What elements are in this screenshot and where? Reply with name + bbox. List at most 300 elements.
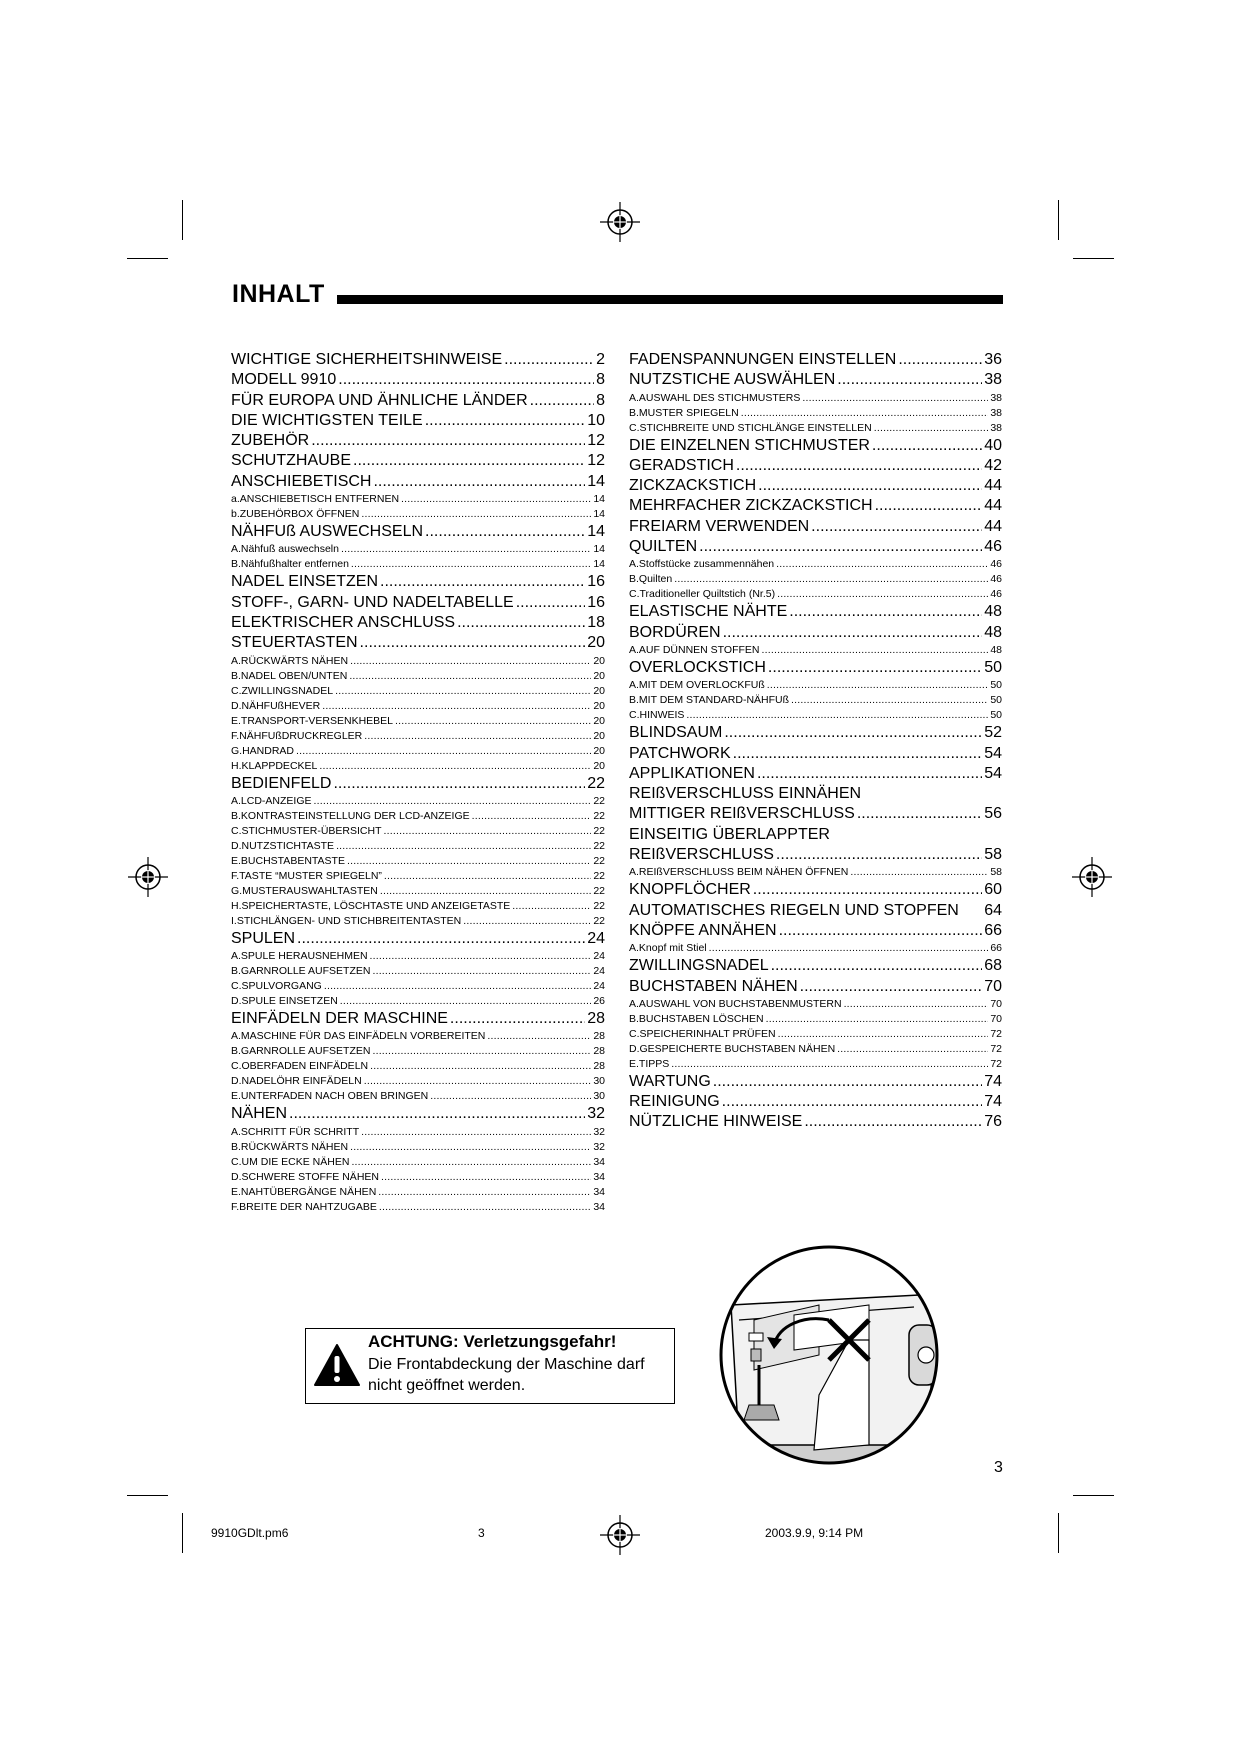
- toc-entry-page: 20: [593, 684, 605, 697]
- toc-entry-page: 24: [587, 929, 605, 947]
- toc-sub-entry: [629, 406, 1002, 421]
- toc-entry-label: KLAPPDECKEL: [241, 759, 318, 772]
- toc-entry: [629, 784, 1002, 804]
- toc-sub-entry: [231, 949, 605, 964]
- toc-entry: [629, 880, 1002, 900]
- toc-entry-prefix: C.: [629, 1027, 640, 1040]
- toc-entry-page: 22: [593, 854, 605, 867]
- toc-entry-label: SPEICHERTASTE, LÖSCHTASTE UND ANZEIGETASTE: [241, 899, 511, 912]
- toc-entry-page: 2: [596, 351, 605, 368]
- toc-leader-dots: [380, 572, 585, 592]
- toc-leader-dots: [512, 899, 591, 914]
- toc-entry-label: GARNROLLE AUFSETZEN: [240, 965, 371, 978]
- toc-leader-dots: [333, 774, 585, 794]
- toc-entry: [629, 804, 1002, 824]
- toc-sub-entry: [629, 572, 1002, 587]
- toc-entry-page: 30: [593, 1075, 605, 1088]
- toc-leader-dots: [360, 633, 586, 653]
- toc-leader-dots: [322, 699, 591, 714]
- toc-leader-dots: [296, 744, 591, 759]
- toc-entry-label: SPULEN: [231, 929, 296, 947]
- toc-entry-prefix: B.: [231, 1140, 241, 1153]
- toc-entry: [629, 1112, 1002, 1132]
- toc-entry-label: Traditioneller Quiltstich (Nr.5): [639, 588, 776, 601]
- toc-sub-entry: [629, 557, 1002, 572]
- toc-entry-prefix: b.: [231, 508, 240, 521]
- toc-entry-label: OBERFADEN EINFÄDELN: [241, 1060, 369, 1073]
- toc-entry-page: 54: [984, 764, 1002, 782]
- toc-entry: [231, 522, 605, 542]
- toc-leader-dots: [741, 406, 989, 421]
- toc-entry-label: BLINDSAUM: [629, 724, 723, 742]
- footer-page: 3: [478, 1526, 485, 1540]
- crop-mark: [1058, 200, 1059, 240]
- toc-leader-dots: [395, 714, 591, 729]
- toc-sub-entry: [231, 1200, 605, 1215]
- toc-entry-page: 70: [990, 997, 1002, 1010]
- toc-entry-label: SPEICHERINHALT PRÜFEN: [639, 1027, 776, 1040]
- toc-entry-page: 50: [990, 709, 1002, 722]
- toc-entry-label: BEDIENFELD: [231, 774, 332, 792]
- registration-mark-icon: [1072, 857, 1112, 897]
- toc-entry-label: SCHRITT FÜR SCHRITT: [240, 1125, 360, 1138]
- toc-leader-dots: [353, 451, 585, 471]
- crop-mark: [182, 1513, 183, 1553]
- toc-entry-label: AUF DÜNNEN STOFFEN: [638, 643, 760, 656]
- toc-entry-page: 22: [593, 899, 605, 912]
- toc-entry-label: BREITE DER NAHTZUGABE: [239, 1200, 377, 1213]
- toc-entry-prefix: A.: [231, 794, 241, 807]
- toc-entry-prefix: A.: [629, 942, 639, 955]
- toc-entry-label: DIE WICHTIGSTEN TEILE: [231, 411, 423, 429]
- toc-sub-entry: [231, 994, 605, 1009]
- toc-entry-label: AUTOMATISCHES RIEGELN UND STOPFEN: [629, 901, 959, 919]
- toc-sub-entry: [231, 1140, 605, 1155]
- toc-entry-page: 50: [990, 679, 1002, 692]
- toc-leader-dots: [297, 929, 585, 949]
- toc-entry-prefix: D.: [231, 839, 242, 852]
- toc-leader-dots: [335, 684, 591, 699]
- toc-entry-page: 38: [990, 421, 1002, 434]
- warning-title: ACHTUNG: Verletzungsgefahr!: [368, 1332, 617, 1351]
- toc-entry: [629, 496, 1002, 516]
- toc-entry-prefix: a.: [231, 493, 240, 506]
- toc-entry-prefix: D.: [231, 1075, 242, 1088]
- toc-entry-prefix: B.: [629, 1012, 639, 1025]
- toc-leader-dots: [379, 1200, 591, 1215]
- toc-entry-page: 34: [593, 1200, 605, 1213]
- toc-entry: [231, 431, 605, 451]
- toc-leader-dots: [380, 884, 591, 899]
- toc-sub-entry: [231, 654, 605, 669]
- crop-mark: [127, 258, 168, 259]
- toc-sub-entry: [231, 884, 605, 899]
- toc-entry-page: 70: [990, 1012, 1002, 1025]
- toc-leader-dots: [516, 593, 585, 613]
- toc-leader-dots: [364, 729, 591, 744]
- toc-sub-entry: [629, 391, 1002, 406]
- toc-entry-label: ZWILLINGSNADEL: [629, 957, 769, 975]
- toc-sub-entry: [231, 914, 605, 929]
- toc-entry-page: 22: [593, 914, 605, 927]
- toc-leader-dots: [372, 964, 591, 979]
- toc-entry-label: MUSTERAUSWAHLTASTEN: [242, 884, 378, 897]
- toc-entry-prefix: F.: [231, 869, 240, 882]
- toc-entry-page: 20: [587, 634, 605, 652]
- toc-entry-prefix: F.: [231, 729, 240, 742]
- toc-sub-entry: [629, 643, 1002, 658]
- toc-entry-prefix: D.: [231, 699, 242, 712]
- toc-entry-label: BORDÜREN: [629, 623, 721, 641]
- toc-entry-label: MODELL 9910: [231, 371, 337, 389]
- toc-entry-page: 12: [587, 452, 605, 470]
- toc-entry-page: 34: [593, 1155, 605, 1168]
- toc-entry-label: FÜR EUROPA UND ÄHNLICHE LÄNDER: [231, 391, 528, 409]
- toc-leader-dots: [463, 914, 591, 929]
- toc-entry-label: Nähfußhalter entfernen: [240, 558, 349, 571]
- toc-entry-label: STICHLÄNGEN- UND STICHBREITENTASTEN: [236, 914, 462, 927]
- toc-entry-page: 14: [593, 558, 605, 571]
- toc-leader-dots: [872, 436, 982, 456]
- toc-entry-label: MEHRFACHER ZICKZACKSTICH: [629, 497, 873, 515]
- toc-entry-page: 68: [984, 957, 1002, 975]
- toc-entry-label: REINIGUNG: [629, 1093, 720, 1111]
- toc-leader-dots: [709, 941, 989, 956]
- toc-entry-label: GERADSTICH: [629, 456, 734, 474]
- toc-entry-prefix: A.: [629, 866, 639, 879]
- toc-entry-label: REIßVERSCHLUSS BEIM NÄHEN ÖFFNEN: [638, 866, 849, 879]
- toc-entry-page: 38: [984, 371, 1002, 389]
- toc-sub-entry: [231, 729, 605, 744]
- toc-entry-prefix: A.: [231, 543, 241, 556]
- toc-left-column: [231, 350, 605, 1215]
- toc-entry: [629, 658, 1002, 678]
- toc-entry-label: NUTZSTICHE AUSWÄHLEN: [629, 371, 836, 389]
- toc-entry-page: 20: [593, 654, 605, 667]
- toc-entry-prefix: A.: [629, 643, 639, 656]
- toc-entry-label: NADEL OBEN/UNTEN: [240, 669, 348, 682]
- toc-right-column: [629, 350, 1002, 1133]
- toc-entry-page: 16: [587, 593, 605, 611]
- toc-entry-label: UNTERFADEN NACH OBEN BRINGEN: [240, 1090, 429, 1103]
- toc-entry-label: LCD-ANZEIGE: [240, 794, 312, 807]
- toc-leader-dots: [384, 824, 592, 839]
- toc-sub-entry: [231, 964, 605, 979]
- toc-entry: [231, 370, 605, 390]
- toc-leader-dots: [347, 854, 591, 869]
- toc-entry-prefix: G.: [231, 744, 243, 757]
- toc-entry-label: Quilten: [638, 573, 673, 586]
- toc-sub-entry: [231, 699, 605, 714]
- toc-entry-prefix: E.: [231, 714, 241, 727]
- toc-entry-prefix: C.: [629, 709, 640, 722]
- toc-entry-label: KONTRASTEINSTELLUNG DER LCD-ANZEIGE: [240, 809, 470, 822]
- toc-entry-label: GARNROLLE AUFSETZEN: [240, 1045, 371, 1058]
- toc-sub-entry: [231, 492, 605, 507]
- toc-entry-page: 50: [990, 694, 1002, 707]
- toc-entry-page: 20: [593, 714, 605, 727]
- toc-entry-label: HANDRAD: [242, 744, 295, 757]
- toc-leader-dots: [487, 1029, 591, 1044]
- registration-mark-icon: [600, 1515, 640, 1555]
- toc-entry-page: 44: [984, 517, 1002, 535]
- toc-leader-dots: [349, 669, 591, 684]
- toc-entry-page: 32: [593, 1140, 605, 1153]
- toc-entry: [629, 901, 1002, 921]
- toc-sub-entry: [231, 1089, 605, 1104]
- toc-entry-page: 58: [984, 846, 1002, 864]
- toc-sub-entry: [231, 714, 605, 729]
- toc-entry-label: BUCHSTABEN NÄHEN: [629, 977, 798, 995]
- toc-entry: [231, 1009, 605, 1029]
- toc-leader-dots: [875, 496, 983, 516]
- toc-leader-dots: [791, 693, 988, 708]
- toc-entry-prefix: A.: [231, 950, 241, 963]
- toc-entry-label: KNÖPFE ANNÄHEN: [629, 921, 777, 939]
- toc-entry-page: 24: [593, 965, 605, 978]
- toc-entry-label: MUSTER SPIEGELN: [638, 406, 739, 419]
- toc-entry: [231, 451, 605, 471]
- toc-leader-dots: [837, 370, 982, 390]
- toc-entry-prefix: A.: [629, 558, 639, 571]
- toc-entry-page: 8: [596, 371, 605, 389]
- toc-leader-dots: [850, 865, 988, 880]
- toc-entry-page: 22: [593, 869, 605, 882]
- toc-entry-prefix: G.: [231, 884, 243, 897]
- toc-entry-page: 14: [593, 508, 605, 521]
- toc-entry: [629, 825, 1002, 845]
- toc-sub-entry: [629, 1057, 1002, 1072]
- toc-entry-label: KNOPFLÖCHER: [629, 881, 751, 899]
- toc-sub-entry: [231, 824, 605, 839]
- toc-leader-dots: [370, 949, 592, 964]
- toc-entry-page: 72: [990, 1042, 1002, 1055]
- toc-entry-page: 44: [984, 477, 1002, 495]
- toc-entry-label: ELEKTRISCHER ANSCHLUSS: [231, 613, 456, 631]
- toc-entry-page: 46: [990, 573, 1002, 586]
- toc-entry-page: 20: [593, 744, 605, 757]
- toc-entry-label: ANSCHIEBETISCH ENTFERNEN: [239, 493, 400, 506]
- toc-sub-entry: [629, 1042, 1002, 1057]
- toc-leader-dots: [319, 759, 591, 774]
- toc-leader-dots: [722, 1092, 983, 1112]
- toc-sub-entry: [231, 1029, 605, 1044]
- toc-entry-prefix: A.: [629, 391, 639, 404]
- toc-sub-entry: [231, 899, 605, 914]
- toc-leader-dots: [370, 1059, 591, 1074]
- toc-leader-dots: [733, 744, 983, 764]
- toc-entry-page: 22: [593, 884, 605, 897]
- toc-entry-label: Stoffstücke zusammennähen: [638, 558, 775, 571]
- toc-entry: [231, 391, 605, 411]
- toc-leader-dots: [686, 708, 988, 723]
- toc-entry-prefix: D.: [231, 995, 242, 1008]
- toc-entry-page: 40: [984, 436, 1002, 454]
- warning-box: [305, 1328, 675, 1404]
- toc-entry: [629, 956, 1002, 976]
- toc-entry-page: 34: [593, 1185, 605, 1198]
- toc-entry-prefix: B.: [629, 406, 639, 419]
- toc-leader-dots: [811, 517, 982, 537]
- toc-sub-entry: [231, 1185, 605, 1200]
- toc-leader-dots: [289, 1104, 585, 1124]
- toc-leader-dots: [504, 350, 594, 370]
- toc-entry-prefix: C.: [629, 421, 640, 434]
- toc-entry-page: 72: [990, 1057, 1002, 1070]
- toc-entry-page: 22: [593, 794, 605, 807]
- toc-entry: [629, 921, 1002, 941]
- toc-leader-dots: [450, 1009, 585, 1029]
- toc-leader-dots: [777, 587, 988, 602]
- toc-entry-label: MASCHINE FÜR DAS EINFÄDELN VORBEREITEN: [240, 1030, 486, 1043]
- toc-leader-dots: [425, 522, 585, 542]
- toc-leader-dots: [757, 764, 982, 784]
- toc-entry-label: BUCHSTABEN LÖSCHEN: [638, 1012, 764, 1025]
- toc-leader-dots: [768, 658, 982, 678]
- toc-leader-dots: [671, 1057, 988, 1072]
- toc-entry-prefix: D.: [231, 1170, 242, 1183]
- toc-entry-page: 50: [984, 658, 1002, 676]
- footer-file: 9910GDlt.pm6: [211, 1526, 289, 1540]
- toc-entry-prefix: C.: [629, 588, 640, 601]
- toc-leader-dots: [844, 997, 989, 1012]
- toc-sub-entry: [231, 557, 605, 572]
- toc-sub-entry: [629, 421, 1002, 436]
- toc-entry-label: QUILTEN: [629, 538, 698, 556]
- toc-entry-label: MIT DEM OVERLOCKFUß: [638, 679, 765, 692]
- toc-sub-entry: [629, 1012, 1002, 1027]
- toc-sub-entry: [231, 839, 605, 854]
- toc-entry-page: 22: [593, 809, 605, 822]
- toc-entry-page: 46: [984, 538, 1002, 556]
- toc-entry-label: TRANSPORT-VERSENKHEBEL: [240, 714, 394, 727]
- toc-entry-label: DIE EINZELNEN STICHMUSTER: [629, 436, 870, 454]
- toc-entry-prefix: E.: [231, 1185, 241, 1198]
- crop-mark: [182, 200, 183, 240]
- toc-entry-label: STICHBREITE UND STICHLÄNGE EINSTELLEN: [639, 421, 872, 434]
- toc-entry: [629, 350, 1002, 370]
- toc-entry-page: 22: [593, 839, 605, 852]
- toc-entry: [231, 593, 605, 613]
- toc-sub-entry: [231, 854, 605, 869]
- toc-entry-label: HINWEIS: [639, 709, 685, 722]
- toc-entry-page: 58: [990, 866, 1002, 879]
- toc-leader-dots: [378, 1185, 591, 1200]
- toc-entry: [629, 723, 1002, 743]
- toc-entry-page: 24: [593, 950, 605, 963]
- toc-entry: [629, 456, 1002, 476]
- toc-entry-label: SPULVORGANG: [241, 980, 322, 993]
- toc-entry-label: UM DIE ECKE NÄHEN: [241, 1155, 350, 1168]
- toc-entry-page: 76: [984, 1113, 1002, 1131]
- toc-entry-label: STOFF-, GARN- UND NADELTABELLE: [231, 593, 514, 611]
- toc-leader-dots: [311, 431, 585, 451]
- toc-sub-entry: [231, 1125, 605, 1140]
- toc-leader-dots: [351, 1155, 591, 1170]
- toc-entry-label: APPLIKATIONEN: [629, 764, 755, 782]
- toc-entry: [629, 764, 1002, 784]
- toc-entry-label: SCHWERE STOFFE NÄHEN: [241, 1170, 379, 1183]
- toc-entry-page: 24: [593, 980, 605, 993]
- toc-entry-label: STICHMUSTER-ÜBERSICHT: [241, 824, 382, 837]
- toc-leader-dots: [724, 723, 982, 743]
- toc-entry-label: OVERLOCKSTICH: [629, 658, 766, 676]
- toc-entry: [629, 845, 1002, 865]
- toc-leader-dots: [778, 1027, 989, 1042]
- toc-sub-entry: [231, 794, 605, 809]
- toc-leader-dots: [361, 1125, 591, 1140]
- toc-entry-label: NAHTÜBERGÄNGE NÄHEN: [240, 1185, 377, 1198]
- toc-entry-prefix: B.: [231, 558, 241, 571]
- toc-entry-prefix: H.: [231, 759, 242, 772]
- page-number: 3: [994, 1459, 1003, 1476]
- toc-leader-dots: [898, 350, 982, 370]
- toc-entry-page: 66: [984, 921, 1002, 939]
- toc-leader-dots: [324, 979, 591, 994]
- toc-sub-entry: [629, 678, 1002, 693]
- toc-entry-label: MIT DEM STANDARD-NÄHFUß: [638, 694, 790, 707]
- toc-entry-label: RÜCKWÄRTS NÄHEN: [240, 1140, 349, 1153]
- toc-entry-page: 28: [593, 1060, 605, 1073]
- toc-entry-prefix: B.: [231, 965, 241, 978]
- toc-entry: [231, 774, 605, 794]
- toc-leader-dots: [314, 794, 592, 809]
- toc-entry-prefix: E.: [231, 854, 241, 867]
- toc-entry-prefix: B.: [231, 1045, 241, 1058]
- toc-entry-page: 74: [984, 1093, 1002, 1111]
- toc-entry-page: 14: [593, 543, 605, 556]
- toc-entry-prefix: I.: [231, 914, 237, 927]
- toc-entry-label: NADEL EINSETZEN: [231, 573, 378, 591]
- toc-entry-page: 14: [587, 472, 605, 490]
- toc-entry-page: 38: [990, 391, 1002, 404]
- toc-leader-dots: [713, 1072, 982, 1092]
- toc-entry-page: 74: [984, 1072, 1002, 1090]
- toc-leader-dots: [736, 456, 982, 476]
- toc-entry-prefix: C.: [231, 824, 242, 837]
- toc-entry-page: 48: [984, 623, 1002, 641]
- toc-leader-dots: [800, 977, 983, 997]
- toc-leader-dots: [699, 537, 982, 557]
- toc-entry-label: STEUERTASTEN: [231, 634, 358, 652]
- toc-entry: [629, 436, 1002, 456]
- toc-leader-dots: [384, 869, 591, 884]
- toc-entry-label: NÄHFUß AUSWECHSELN: [231, 523, 424, 541]
- toc-entry-prefix: A.: [231, 1030, 241, 1043]
- toc-entry-prefix: C.: [231, 684, 242, 697]
- toc-entry-label: RÜCKWÄRTS NÄHEN: [240, 654, 349, 667]
- toc-entry-page: 8: [596, 391, 605, 409]
- toc-sub-entry: [629, 865, 1002, 880]
- toc-entry: [231, 1104, 605, 1124]
- sewing-machine-illustration: [719, 1245, 939, 1465]
- toc-entry-label: NÄHFUßDRUCKREGLER: [239, 729, 363, 742]
- toc-leader-dots: [430, 1089, 591, 1104]
- toc-entry-page: 54: [984, 744, 1002, 762]
- toc-leader-dots: [779, 921, 983, 941]
- toc-entry-prefix: F.: [231, 1200, 240, 1213]
- crop-mark: [127, 1495, 168, 1496]
- toc-leader-dots: [767, 678, 989, 693]
- toc-entry-page: 64: [984, 901, 1002, 919]
- toc-entry-prefix: E.: [629, 1057, 639, 1070]
- toc-leader-dots: [789, 602, 982, 622]
- toc-sub-entry: [231, 507, 605, 522]
- toc-sub-entry: [231, 669, 605, 684]
- toc-entry-page: 16: [587, 573, 605, 591]
- toc-leader-dots: [341, 542, 591, 557]
- toc-entry-page: 18: [587, 613, 605, 631]
